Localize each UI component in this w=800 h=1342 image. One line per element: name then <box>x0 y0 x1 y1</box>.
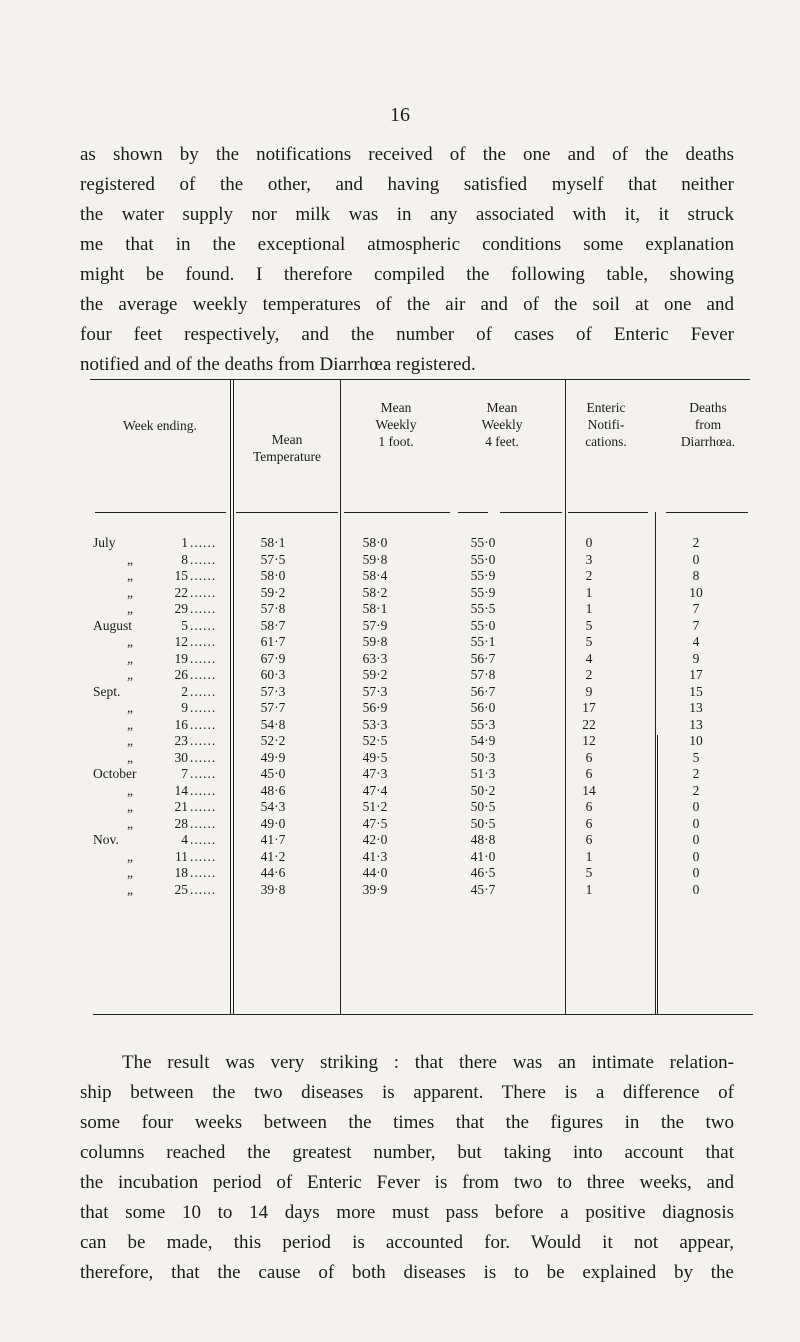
day-label: 1 <box>181 535 188 550</box>
table-row: „ 29 ...... 57·8 58·1 55·5 1 7 <box>93 601 753 618</box>
month-label: „ <box>127 865 133 880</box>
text-line: the average weekly temperatures of the air and of the soil at one and <box>80 294 734 315</box>
header-line: Weekly <box>481 417 523 432</box>
header-line: Deaths <box>689 400 727 415</box>
month-label: „ <box>127 568 133 583</box>
table-row: „ 21 ...... 54·3 51·2 50·5 6 0 <box>93 799 753 816</box>
table-row: August 5 ...... 58·7 57·9 55·0 5 7 <box>93 618 753 635</box>
day-label: 14 <box>174 782 188 798</box>
deaths-cell: 2 <box>692 766 700 781</box>
enteric-cell: 6 <box>585 799 593 814</box>
month-label: „ <box>127 881 133 897</box>
one-foot-cell: 59·8 <box>362 551 388 567</box>
header-deaths-diarrhoea <box>652 399 764 450</box>
table-row: „ 26 ...... 60·3 59·2 57·8 2 17 <box>93 667 753 684</box>
month-label: „ <box>127 700 133 715</box>
one-foot-cell: 53·3 <box>362 716 388 732</box>
header-line: Mean <box>486 400 518 415</box>
text-line: can be made, this period is accounted for. Would it not appear, <box>80 1232 734 1253</box>
temp-cell: 58·0 <box>260 568 286 583</box>
deaths-cell: 5 <box>692 749 700 765</box>
four-feet-cell: 41·0 <box>470 848 496 864</box>
table-row: „ 22 ...... 59·2 58·2 55·9 1 10 <box>93 585 753 602</box>
temp-cell: 44·6 <box>260 865 286 880</box>
text-line: four feet respectively, and the number of cases of Enteric Fever <box>80 324 734 345</box>
text-line: that some 10 to 14 days more must pass before a positive diagnosis <box>80 1202 734 1223</box>
text-line: the water supply nor milk was in any associated with it, it struck <box>80 204 734 225</box>
month-label: „ <box>127 815 133 831</box>
page-number: 16 <box>390 104 410 126</box>
enteric-cell: 3 <box>585 551 593 567</box>
text-line: ship between the two diseases is apparent. There is a difference of <box>80 1082 734 1103</box>
four-feet-cell: 46·5 <box>470 865 496 880</box>
one-foot-cell: 57·3 <box>362 683 388 699</box>
deaths-cell: 4 <box>692 634 700 649</box>
four-feet-cell: 48·8 <box>470 832 496 847</box>
enteric-cell: 1 <box>585 601 593 616</box>
day-label: 29 <box>174 601 188 616</box>
header-rule <box>666 512 748 513</box>
enteric-cell: 14 <box>582 782 596 798</box>
temp-cell: 54·8 <box>260 716 286 732</box>
four-feet-cell: 56·7 <box>470 683 496 699</box>
deaths-cell: 0 <box>692 832 700 847</box>
month-label: October <box>93 766 137 781</box>
header-mean-weekly-4ft <box>446 399 558 450</box>
four-feet-cell: 50·2 <box>470 782 496 798</box>
enteric-cell: 1 <box>585 848 593 864</box>
four-feet-cell: 55·9 <box>470 584 496 600</box>
month-label: „ <box>127 782 133 798</box>
day-label: 18 <box>174 865 188 880</box>
deaths-cell: 8 <box>692 568 700 583</box>
enteric-cell: 12 <box>582 733 596 748</box>
four-feet-cell: 55·0 <box>470 535 496 550</box>
day-label: 2 <box>181 683 188 699</box>
text-line: The result was very striking : that there was an intimate relation- <box>122 1052 734 1073</box>
header-line: Mean <box>271 432 303 447</box>
header-line: Mean <box>380 400 412 415</box>
table-row: „ 23 ...... 52·2 52·5 54·9 12 10 <box>93 733 753 750</box>
day-label: 26 <box>174 667 188 682</box>
table-row: „ 25 ...... 39·8 39·9 45·7 1 0 <box>93 882 753 899</box>
one-foot-cell: 58·0 <box>362 535 388 550</box>
table-row: „ 8 ...... 57·5 59·8 55·0 3 0 <box>93 552 753 569</box>
four-feet-cell: 55·9 <box>470 568 496 583</box>
day-label: 19 <box>174 650 188 666</box>
header-enteric-notifications <box>550 399 662 450</box>
four-feet-cell: 45·7 <box>470 881 496 897</box>
text-line: might be found. I therefore compiled the following table, showing <box>80 264 734 285</box>
month-label: August <box>93 617 133 633</box>
one-foot-cell: 58·1 <box>362 601 388 616</box>
deaths-cell: 10 <box>689 733 703 748</box>
day-label: 4 <box>181 832 188 847</box>
month-label: „ <box>127 634 133 649</box>
text-line: some four weeks between the times that the figures in the two <box>80 1112 734 1133</box>
day-label: 22 <box>174 584 188 600</box>
one-foot-cell: 47·3 <box>362 766 388 781</box>
deaths-cell: 10 <box>689 584 703 600</box>
header-line: Enteric <box>586 400 626 415</box>
month-label: „ <box>127 650 133 666</box>
temp-cell: 57·8 <box>260 601 286 616</box>
month-label: „ <box>127 551 133 567</box>
month-label: July <box>93 535 116 550</box>
temp-cell: 58·7 <box>260 617 286 633</box>
header-rule <box>500 512 562 513</box>
one-foot-cell: 44·0 <box>362 865 388 880</box>
one-foot-cell: 56·9 <box>362 700 388 715</box>
day-label: 11 <box>175 848 188 864</box>
four-feet-cell: 54·9 <box>470 733 496 748</box>
month-label: „ <box>127 667 133 682</box>
deaths-cell: 0 <box>692 799 700 814</box>
text-line: notified and of the deaths from Diarrhœa registered. <box>80 354 476 375</box>
enteric-cell: 4 <box>585 650 593 666</box>
deaths-cell: 0 <box>692 848 700 864</box>
header-line: Temperature <box>252 449 321 464</box>
header-rule <box>568 512 648 513</box>
enteric-cell: 22 <box>582 716 596 732</box>
four-feet-cell: 55·0 <box>470 551 496 567</box>
temp-cell: 45·0 <box>260 766 286 781</box>
table-row: „ 19 ...... 67·9 63·3 56·7 4 9 <box>93 651 753 668</box>
enteric-cell: 5 <box>585 634 593 649</box>
table-row: „ 16 ...... 54·8 53·3 55·3 22 13 <box>93 717 753 734</box>
table-row: „ 18 ...... 44·6 44·0 46·5 5 0 <box>93 865 753 882</box>
deaths-cell: 17 <box>689 667 703 682</box>
text-line: registered of the other, and having satisfied myself that neither <box>80 174 734 195</box>
temp-cell: 41·2 <box>260 848 286 864</box>
enteric-cell: 5 <box>585 865 593 880</box>
table-row: „ 14 ...... 48·6 47·4 50·2 14 2 <box>93 783 753 800</box>
table-row: „ 30 ...... 49·9 49·5 50·3 6 5 <box>93 750 753 767</box>
text-line: columns reached the greatest number, but taking into account that <box>80 1142 734 1163</box>
table-row: „ 15 ...... 58·0 58·4 55·9 2 8 <box>93 568 753 585</box>
day-label: 28 <box>174 815 188 831</box>
four-feet-cell: 57·8 <box>470 667 496 682</box>
day-label: 12 <box>174 634 188 649</box>
one-foot-cell: 47·4 <box>362 782 388 798</box>
enteric-cell: 1 <box>585 881 593 897</box>
day-label: 5 <box>181 617 188 633</box>
month-label: „ <box>127 799 133 814</box>
one-foot-cell: 49·5 <box>362 749 388 765</box>
enteric-cell: 6 <box>585 749 593 765</box>
text-line: as shown by the notifications received of the one and of the deaths <box>80 144 734 165</box>
enteric-cell: 1 <box>585 584 593 600</box>
month-label: „ <box>127 749 133 765</box>
temp-cell: 57·3 <box>260 683 286 699</box>
one-foot-cell: 58·2 <box>362 584 388 600</box>
table-top-rule <box>90 379 750 380</box>
one-foot-cell: 59·8 <box>362 634 388 649</box>
header-line: Notifi- <box>587 417 625 432</box>
deaths-cell: 7 <box>692 601 700 616</box>
temp-cell: 48·6 <box>260 782 286 798</box>
deaths-cell: 13 <box>689 700 703 715</box>
day-label: 21 <box>174 799 188 814</box>
one-foot-cell: 63·3 <box>362 650 388 666</box>
header-rule <box>344 512 450 513</box>
temp-cell: 57·7 <box>260 700 286 715</box>
table-body <box>93 535 753 898</box>
temp-cell: 49·0 <box>260 815 286 831</box>
deaths-cell: 0 <box>692 865 700 880</box>
enteric-cell: 17 <box>582 700 596 715</box>
table-row: „ 9 ...... 57·7 56·9 56·0 17 13 <box>93 700 753 717</box>
header-rule <box>458 512 488 513</box>
enteric-cell: 6 <box>585 766 593 781</box>
temp-cell: 54·3 <box>260 799 286 814</box>
day-label: 23 <box>174 733 188 748</box>
month-label: Sept. <box>93 683 121 699</box>
temp-cell: 58·1 <box>260 535 286 550</box>
four-feet-cell: 50·5 <box>470 799 496 814</box>
month-label: „ <box>127 733 133 748</box>
one-foot-cell: 51·2 <box>362 799 388 814</box>
deaths-cell: 7 <box>692 617 700 633</box>
result-paragraph <box>80 1048 734 1288</box>
header-line: from <box>694 417 722 432</box>
deaths-cell: 0 <box>692 881 700 897</box>
header-line: Weekly <box>375 417 417 432</box>
day-label: 25 <box>174 881 188 897</box>
deaths-cell: 15 <box>689 683 703 699</box>
temp-cell: 52·2 <box>260 733 286 748</box>
four-feet-cell: 55·0 <box>470 617 496 633</box>
table-row: October 7 ...... 45·0 47·3 51·3 6 2 <box>93 766 753 783</box>
header-rule <box>95 512 226 513</box>
deaths-cell: 9 <box>692 650 700 666</box>
text-line: me that in the exceptional atmospheric conditions some explanation <box>80 234 734 255</box>
month-label: Nov. <box>93 832 119 847</box>
four-feet-cell: 51·3 <box>470 766 496 781</box>
header-line: cations. <box>585 434 627 449</box>
one-foot-cell: 52·5 <box>362 733 388 748</box>
month-label: „ <box>127 848 133 864</box>
day-label: 7 <box>181 766 188 781</box>
four-feet-cell: 55·3 <box>470 716 496 732</box>
table-row: Nov. 4 ...... 41·7 42·0 48·8 6 0 <box>93 832 753 849</box>
day-label: 16 <box>174 716 188 732</box>
one-foot-cell: 41·3 <box>362 848 388 864</box>
header-line: Diarrhœa. <box>680 434 736 449</box>
month-label: „ <box>127 601 133 616</box>
temp-cell: 61·7 <box>260 634 286 649</box>
one-foot-cell: 39·9 <box>362 881 388 897</box>
deaths-cell: 2 <box>692 535 700 550</box>
four-feet-cell: 55·1 <box>470 634 496 649</box>
enteric-cell: 6 <box>585 815 593 831</box>
four-feet-cell: 50·3 <box>470 749 496 765</box>
table-row: „ 11 ...... 41·2 41·3 41·0 1 0 <box>93 849 753 866</box>
deaths-cell: 13 <box>689 716 703 732</box>
temp-cell: 59·2 <box>260 584 286 600</box>
four-feet-cell: 56·0 <box>470 700 496 715</box>
deaths-cell: 0 <box>692 551 700 567</box>
header-mean-temperature <box>234 431 340 465</box>
table-row: July 1 ...... 58·1 58·0 55·0 0 2 <box>93 535 753 552</box>
day-label: 9 <box>181 700 188 715</box>
temp-cell: 49·9 <box>260 749 286 765</box>
header-mean-weekly-1ft <box>340 399 452 450</box>
enteric-cell: 2 <box>585 568 593 583</box>
four-feet-cell: 55·5 <box>470 601 496 616</box>
four-feet-cell: 56·7 <box>470 650 496 666</box>
header-week-ending: Week ending. <box>123 418 197 433</box>
four-feet-cell: 50·5 <box>470 815 496 831</box>
temp-cell: 41·7 <box>260 832 286 847</box>
enteric-cell: 9 <box>585 683 593 699</box>
header-rule <box>236 512 338 513</box>
text-line: the incubation period of Enteric Fever is from two to three weeks, and <box>80 1172 734 1193</box>
one-foot-cell: 59·2 <box>362 667 388 682</box>
table-row: Sept. 2 ...... 57·3 57·3 56·7 9 15 <box>93 684 753 701</box>
deaths-cell: 0 <box>692 815 700 831</box>
day-label: 8 <box>181 551 188 567</box>
table-row: „ 12 ...... 61·7 59·8 55·1 5 4 <box>93 634 753 651</box>
enteric-cell: 0 <box>585 535 593 550</box>
month-label: „ <box>127 716 133 732</box>
enteric-cell: 6 <box>585 832 593 847</box>
one-foot-cell: 58·4 <box>362 568 388 583</box>
enteric-cell: 2 <box>585 667 593 682</box>
text-line: therefore, that the cause of both diseases is to be explained by the <box>80 1262 734 1283</box>
day-label: 30 <box>174 749 188 765</box>
deaths-cell: 2 <box>692 782 700 798</box>
table-row: „ 28 ...... 49·0 47·5 50·5 6 0 <box>93 816 753 833</box>
one-foot-cell: 57·9 <box>362 617 388 633</box>
table-bottom-rule <box>93 1014 753 1015</box>
day-label: 15 <box>174 568 188 583</box>
one-foot-cell: 42·0 <box>362 832 388 847</box>
temp-cell: 60·3 <box>260 667 286 682</box>
month-label: „ <box>127 584 133 600</box>
enteric-cell: 5 <box>585 617 593 633</box>
one-foot-cell: 47·5 <box>362 815 388 831</box>
header-line: 4 feet. <box>485 434 519 449</box>
intro-paragraph <box>80 140 734 380</box>
temp-cell: 67·9 <box>260 650 286 666</box>
temp-cell: 57·5 <box>260 551 286 567</box>
header-line: 1 foot. <box>378 434 414 449</box>
temp-cell: 39·8 <box>260 881 286 897</box>
